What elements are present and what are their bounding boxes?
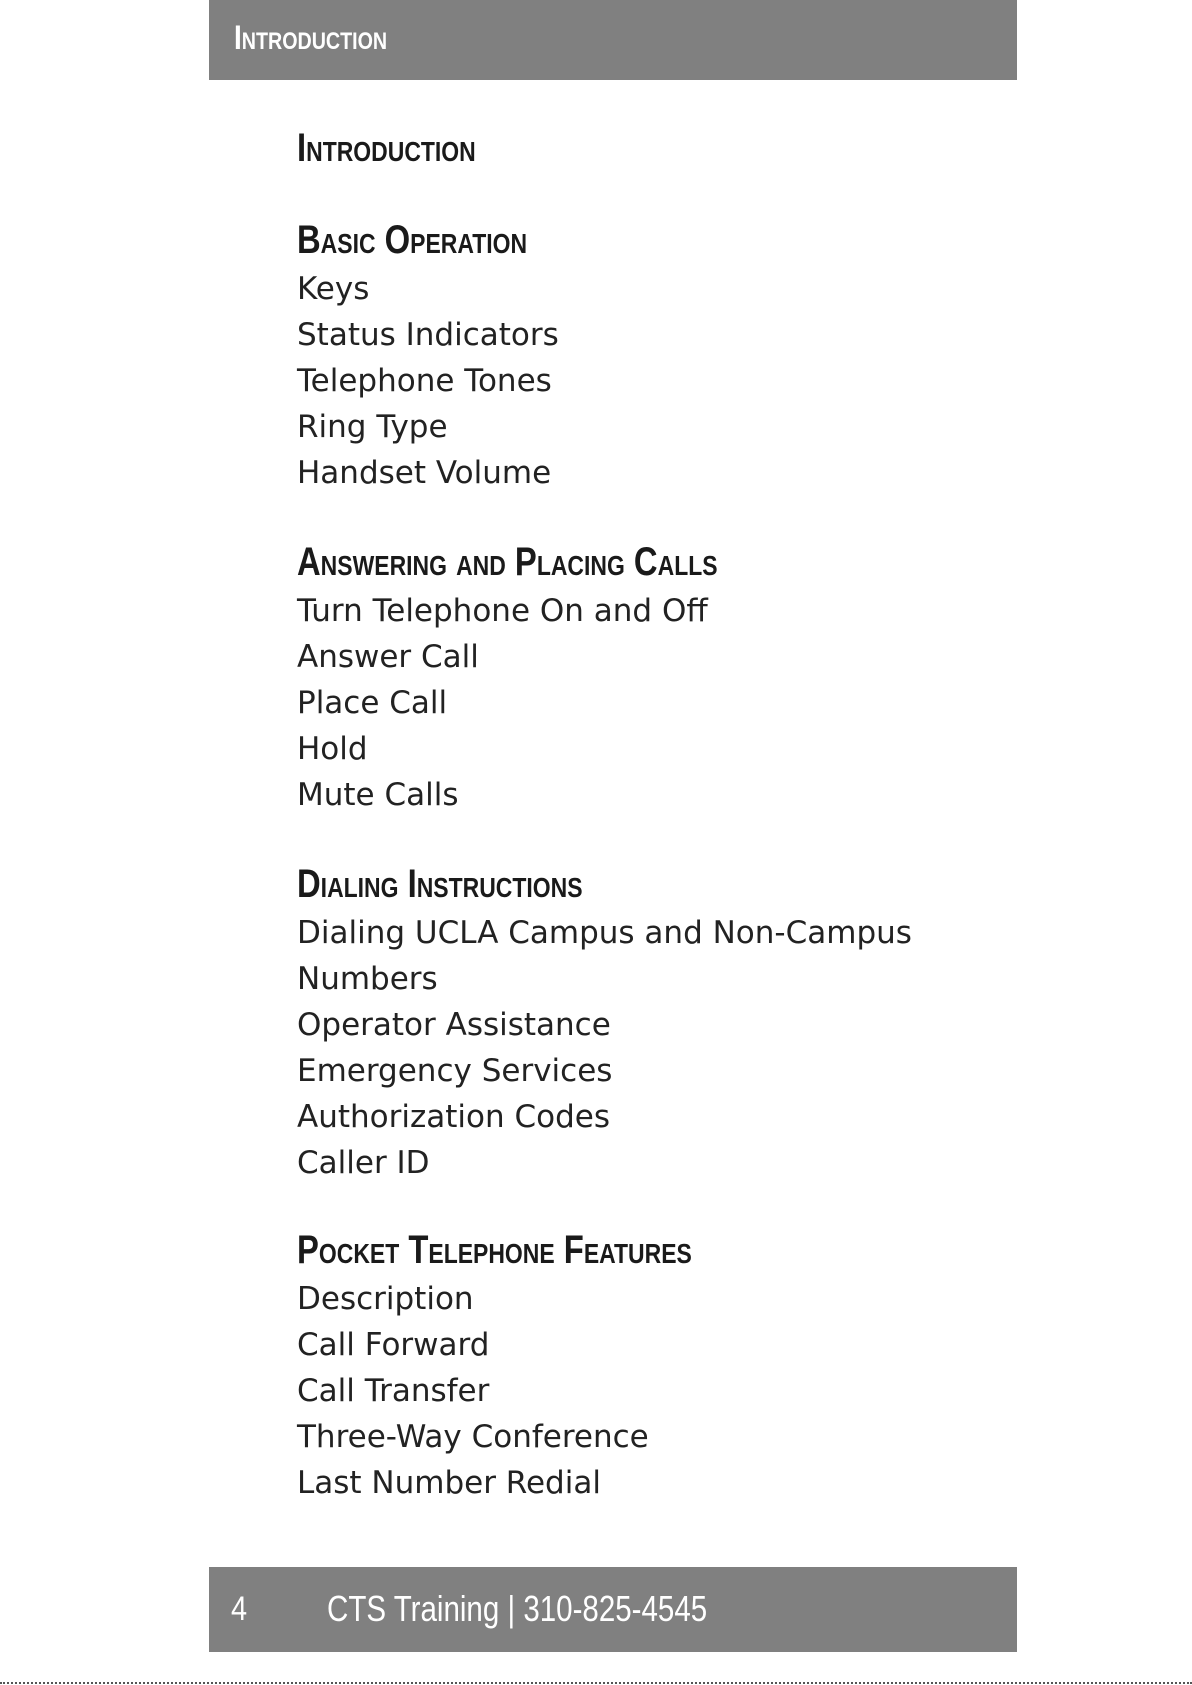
- header-bar: [209, 0, 1017, 80]
- list-item: Call Transfer: [297, 1373, 490, 1409]
- list-item: Answer Call: [297, 639, 479, 675]
- list-item: Emergency Services: [297, 1053, 613, 1089]
- list-item: Place Call: [297, 685, 448, 721]
- list-item: Numbers: [297, 961, 438, 997]
- footer-bar: [209, 1567, 1017, 1652]
- list-item: Keys: [297, 271, 370, 307]
- list-item: Hold: [297, 731, 368, 767]
- list-item: Caller ID: [297, 1145, 430, 1181]
- section-heading: Dialing Instructions: [297, 862, 583, 906]
- section-heading: Answering and Placing Calls: [297, 540, 718, 584]
- list-item: Mute Calls: [297, 777, 459, 813]
- list-item: Last Number Redial: [297, 1465, 601, 1501]
- list-item: Telephone Tones: [297, 363, 552, 399]
- page-edge-divider: [0, 1682, 1192, 1684]
- section-heading: Introduction: [297, 126, 476, 170]
- section-dialing-instructions: [297, 864, 912, 1186]
- page-number: 4: [231, 1590, 248, 1628]
- header-title: Introduction: [234, 19, 388, 57]
- list-item: Three-Way Conference: [297, 1419, 649, 1455]
- list-item: Status Indicators: [297, 317, 559, 353]
- section-basic-operation: [297, 220, 578, 496]
- list-item: Handset Volume: [297, 455, 552, 491]
- list-item: Dialing UCLA Campus and Non-Campus: [297, 915, 912, 951]
- list-item: Turn Telephone On and Off: [297, 593, 708, 629]
- list-item: Description: [297, 1281, 474, 1317]
- list-item: Operator Assistance: [297, 1007, 611, 1043]
- list-item: Call Forward: [297, 1327, 490, 1363]
- section-heading: Basic Operation: [297, 218, 528, 262]
- list-item: Authorization Codes: [297, 1099, 610, 1135]
- section-introduction: [297, 128, 515, 174]
- section-pocket-telephone-features: [297, 1230, 779, 1506]
- section-answering-placing-calls: [297, 542, 810, 818]
- list-item: Ring Type: [297, 409, 448, 445]
- section-heading: Pocket Telephone Features: [297, 1228, 692, 1272]
- footer-contact: CTS Training | 310-825-4545: [327, 1588, 708, 1629]
